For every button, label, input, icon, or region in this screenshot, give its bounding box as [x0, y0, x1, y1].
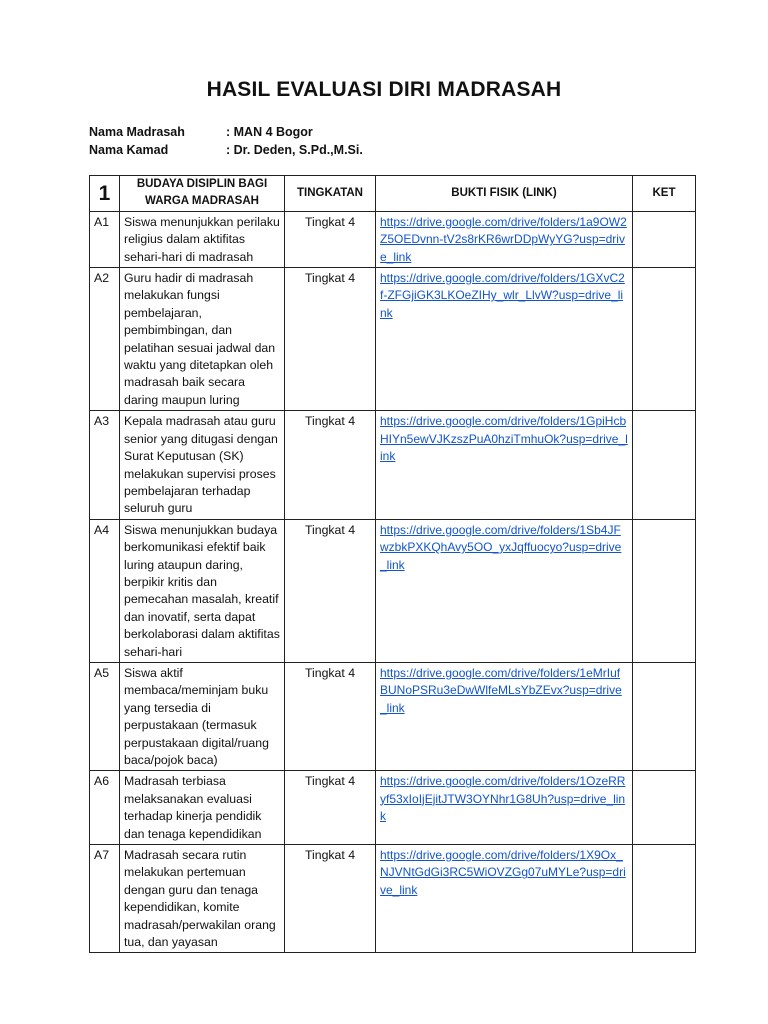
row-evidence-link[interactable]: https://drive.google.com/drive/folders/1a9OW2Z5OEDvnn-tV2s8rKR6wrDDpWyYG?usp=drive_link	[376, 211, 633, 267]
meta-row-kamad	[89, 141, 363, 159]
row-notes	[633, 845, 696, 953]
meta-row-madrasah	[89, 123, 363, 141]
table-body	[90, 211, 696, 953]
row-notes	[633, 519, 696, 662]
header-notes: KET	[633, 176, 696, 212]
table-row	[90, 662, 696, 770]
page-title: HASIL EVALUASI DIRI MADRASAH	[206, 78, 562, 101]
row-code: A6	[90, 771, 120, 845]
header-level: TINGKATAN	[285, 176, 376, 212]
table-row	[90, 845, 696, 953]
row-description: Kepala madrasah atau guru senior yang ditugasi dengan Surat Keputusan (SK) melakukan supervisi proses pembelajaran terhadap seluruh guru	[120, 411, 285, 519]
row-level: Tingkat 4	[285, 268, 376, 411]
row-level: Tingkat 4	[285, 519, 376, 662]
row-code: A3	[90, 411, 120, 519]
row-evidence-link[interactable]: https://drive.google.com/drive/folders/1OzeRRyf53xIoIjEjitJTW3OYNhr1G8Uh?usp=drive_link	[376, 771, 633, 845]
row-code: A5	[90, 662, 120, 770]
header-section-number: 1	[90, 176, 120, 212]
row-notes	[633, 771, 696, 845]
row-evidence-link[interactable]: https://drive.google.com/drive/folders/1Sb4JFwzbkPXKQhAvy5OO_yxJqffuocyo?usp=drive_link	[376, 519, 633, 662]
row-description: Guru hadir di madrasah melakukan fungsi pembelajaran, pembimbingan, dan pelatihan sesuai jadwal dan waktu yang ditetapkan oleh madrasah baik secara daring maupun luring	[120, 268, 285, 411]
row-code: A2	[90, 268, 120, 411]
row-notes	[633, 662, 696, 770]
table-header-row	[90, 176, 696, 212]
row-level: Tingkat 4	[285, 411, 376, 519]
table-row	[90, 211, 696, 267]
table-row	[90, 771, 696, 845]
document-meta	[89, 123, 363, 159]
row-description: Madrasah terbiasa melaksanakan evaluasi terhadap kinerja pendidik dan tenaga kependidikan	[120, 771, 285, 845]
table-row	[90, 268, 696, 411]
row-level: Tingkat 4	[285, 211, 376, 267]
row-description: Siswa aktif membaca/meminjam buku yang tersedia di perpustakaan (termasuk perpustakaan digital/ruang baca/pojok baca)	[120, 662, 285, 770]
row-level: Tingkat 4	[285, 771, 376, 845]
row-evidence-link[interactable]: https://drive.google.com/drive/folders/1GpiHcbHIYn5ewVJKzszPuA0hziTmhuOk?usp=drive_link	[376, 411, 633, 519]
meta-value-kamad: : Dr. Deden, S.Pd.,M.Si.	[226, 143, 363, 157]
row-level: Tingkat 4	[285, 845, 376, 953]
row-notes	[633, 211, 696, 267]
row-description: Siswa menunjukkan perilaku religius dalam aktifitas sehari-hari di madrasah	[120, 211, 285, 267]
meta-label-madrasah: Nama Madrasah	[89, 125, 185, 139]
row-notes	[633, 411, 696, 519]
row-description: Siswa menunjukkan budaya berkomunikasi efektif baik luring ataupun daring, berpikir kritis dan pemecahan masalah, kreatif dan inovatif, serta dapat berkolaborasi dalam aktifitas sehari-hari	[120, 519, 285, 662]
row-description: Madrasah secara rutin melakukan pertemuan dengan guru dan tenaga kependidikan, komite madrasah/perwakilan orang tua, dan yayasan	[120, 845, 285, 953]
row-code: A7	[90, 845, 120, 953]
header-category: BUDAYA DISIPLIN BAGI WARGA MADRASAH	[120, 176, 285, 212]
row-code: A1	[90, 211, 120, 267]
row-evidence-link[interactable]: https://drive.google.com/drive/folders/1GXvC2f-ZFGjiGK3LKOeZIHy_wlr_LlvW?usp=drive_link	[376, 268, 633, 411]
table-row	[90, 519, 696, 662]
evaluation-table	[89, 175, 696, 953]
row-code: A4	[90, 519, 120, 662]
meta-label-kamad: Nama Kamad	[89, 143, 169, 157]
header-evidence: BUKTI FISIK (LINK)	[376, 176, 633, 212]
row-evidence-link[interactable]: https://drive.google.com/drive/folders/1eMrIufBUNoPSRu3eDwWlfeMLsYbZEvx?usp=drive_link	[376, 662, 633, 770]
row-notes	[633, 268, 696, 411]
meta-value-madrasah: : MAN 4 Bogor	[226, 125, 313, 139]
table-row	[90, 411, 696, 519]
row-level: Tingkat 4	[285, 662, 376, 770]
row-evidence-link[interactable]: https://drive.google.com/drive/folders/1X9Ox_NJVNtGdGi3RC5WiOVZGg07uMYLe?usp=drive_link	[376, 845, 633, 953]
